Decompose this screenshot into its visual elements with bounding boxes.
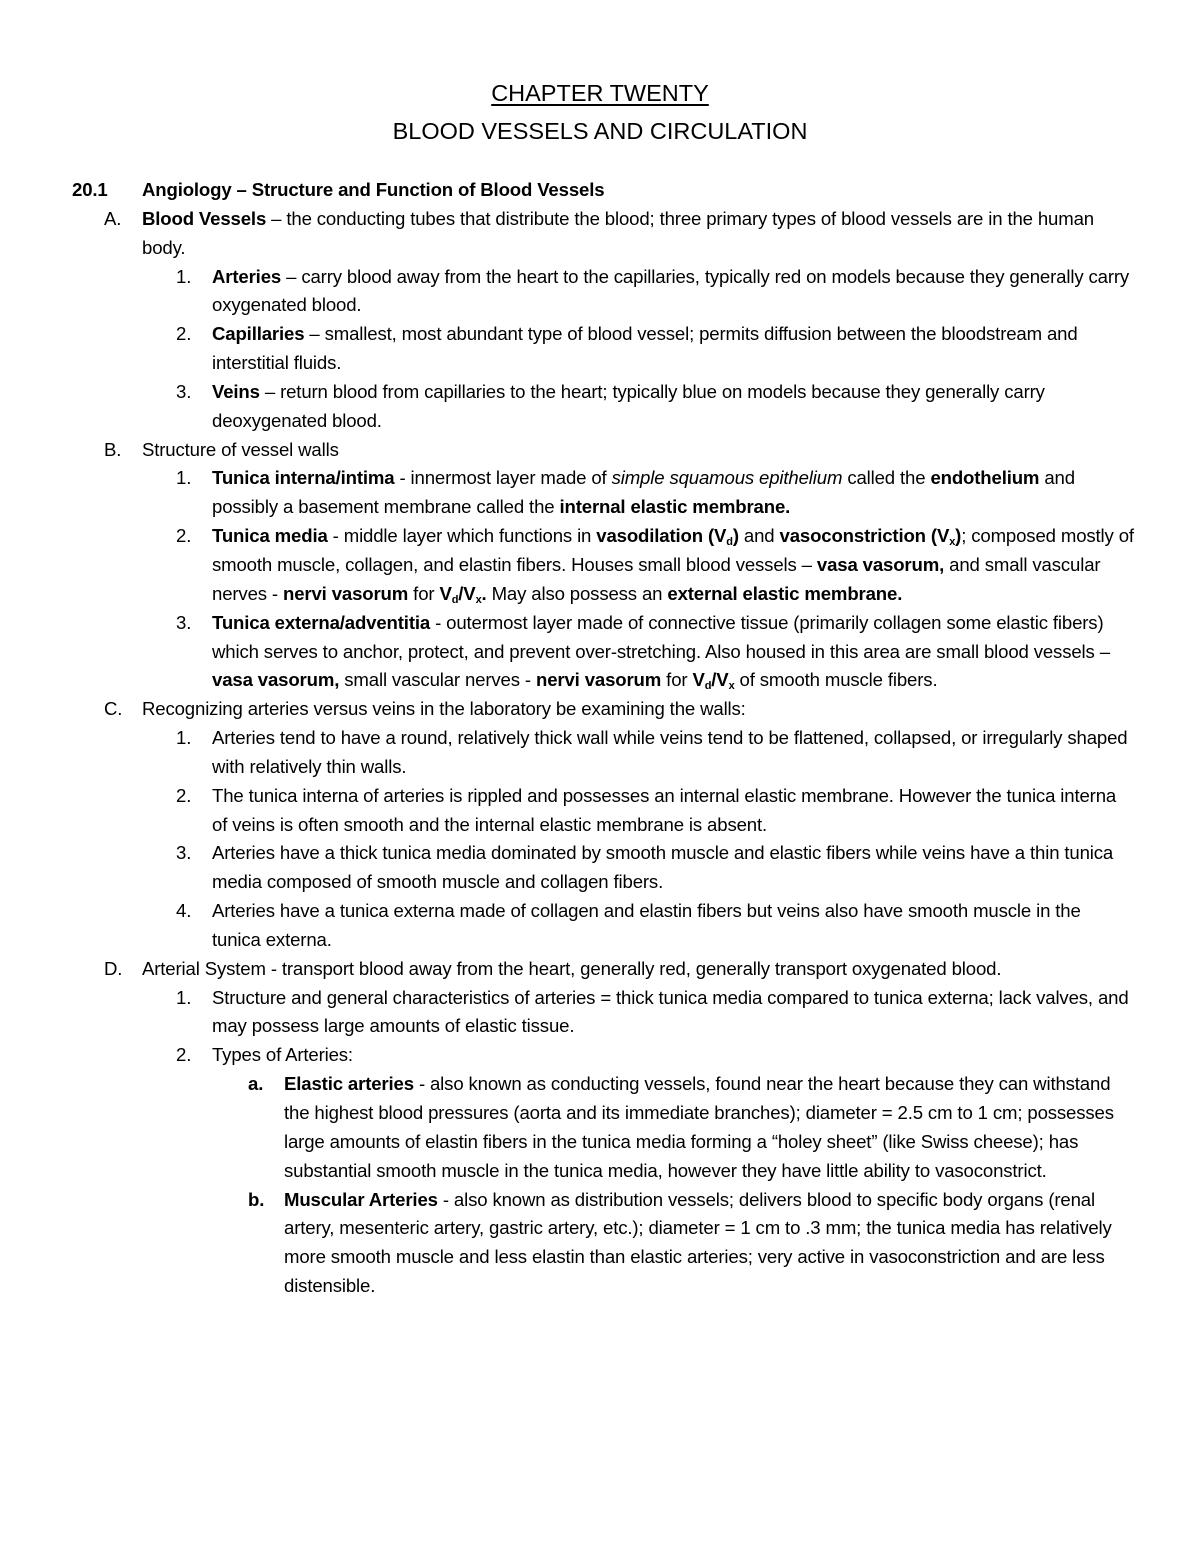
- list-marker: 2.: [176, 1044, 192, 1066]
- definition: – smallest, most abundant type of blood vessel; permits diffusion between the bloodstream and interstitial fluids.: [212, 323, 1078, 374]
- list-marker: 1.: [176, 986, 192, 1008]
- definition: – carry blood away from the heart to the capillaries, typically red on models because they generally carry oxygenated blood.: [212, 265, 1130, 316]
- term: Elastic arteries: [284, 1073, 414, 1095]
- list-text: Structure and general characteristics of arteries = thick tunica media compared to tunica externa; lack valves, and may possess large amounts of elastic tissue.: [212, 986, 1129, 1037]
- text-run: and small vascular nerves -: [212, 553, 1101, 604]
- bold-run: vasa vasorum,: [212, 669, 340, 691]
- bold-run-text: .: [481, 582, 487, 604]
- text-run: small vascular nerves -: [339, 669, 536, 691]
- outline-item-a: [0, 205, 1200, 263]
- section-number: 20.1: [72, 179, 108, 200]
- list-item: [0, 782, 1200, 840]
- outline-text: Arterial System - transport blood away from the heart, generally red, generally transport oxygenated blood.: [142, 957, 1002, 979]
- list-text: Arteries have a thick tunica media dominated by smooth muscle and elastic fibers while veins have a thin tunica media composed of smooth muscle and collagen fibers.: [212, 842, 1114, 893]
- subscript: x: [949, 536, 956, 549]
- term: Capillaries: [212, 323, 305, 345]
- list-marker: 2.: [176, 525, 192, 547]
- bold-run-text: vasodilation (V: [596, 525, 727, 547]
- list-marker: 1.: [176, 727, 192, 749]
- list-item: [0, 984, 1200, 1042]
- term: Muscular Arteries: [284, 1188, 438, 1210]
- outline-marker: A.: [104, 207, 122, 229]
- text-run: for: [408, 582, 440, 604]
- outline-marker: C.: [104, 698, 123, 720]
- list-item: [0, 320, 1200, 378]
- text-run: of smooth muscle fibers.: [734, 669, 938, 691]
- chapter-title: BLOOD VESSELS AND CIRCULATION: [392, 118, 808, 144]
- bold-run: endothelium: [930, 467, 1040, 489]
- list-marker: b.: [248, 1188, 265, 1210]
- definition: – the conducting tubes that distribute the blood; three primary types of blood vessels are in the human body.: [142, 207, 1094, 258]
- outline-marker: B.: [104, 438, 122, 460]
- list-marker: 2.: [176, 784, 192, 806]
- term: Veins: [212, 380, 260, 402]
- text-run: - innermost layer made of: [394, 467, 612, 489]
- text-run: called the: [842, 467, 931, 489]
- definition: - also known as distribution vessels; delivers blood to specific body organs (renal artery, mesenteric artery, gastric artery, etc.); diameter = 1 cm to .3 mm; the tunica media has relatively more smooth muscle and less elastin than elastic arteries; very active in vasoconstriction and are less distensible.: [284, 1188, 1112, 1297]
- list-item: [0, 839, 1200, 897]
- bold-run-text: /V: [711, 669, 729, 691]
- bold-run: vasa vasorum,: [816, 553, 945, 575]
- subscript: d: [451, 593, 459, 606]
- text-run: - outermost layer made of connective tissue (primarily collagen some elastic fibers) which serves to anchor, protect, and prevent over-stretching. Also housed in this area are small blood vessels –: [212, 611, 1110, 662]
- bold-run: [692, 669, 735, 693]
- outline-item-b: [0, 436, 1200, 465]
- list-marker: 4.: [176, 900, 192, 922]
- text-run: - middle layer which functions in: [327, 525, 597, 547]
- list-text: The tunica interna of arteries is rippled and possesses an internal elastic membrane. However the tunica interna of veins is often smooth and the internal elastic membrane is absent.: [212, 784, 1117, 835]
- list-item: [0, 263, 1200, 321]
- bold-run: [439, 583, 486, 604]
- bold-run: internal elastic membrane.: [559, 496, 791, 518]
- bold-run-text: V: [692, 669, 705, 691]
- sub-list-item: [0, 1186, 1200, 1301]
- list-marker: 3.: [176, 842, 192, 864]
- bold-run: nervi vasorum: [535, 669, 662, 691]
- definition: – return blood from capillaries to the heart; typically blue on models because they generally carry deoxygenated blood.: [212, 380, 1045, 431]
- outline-item-c: [0, 695, 1200, 724]
- text-run: May also possess an: [486, 582, 668, 604]
- list-item: [0, 1041, 1200, 1070]
- bold-run-text: ): [732, 525, 739, 547]
- list-marker: 2.: [176, 323, 192, 345]
- document-body: [0, 176, 1200, 1301]
- list-item: [0, 464, 1200, 522]
- term: Tunica externa/adventitia: [212, 611, 431, 633]
- outline-marker: D.: [104, 957, 123, 979]
- bold-run: [779, 525, 962, 549]
- sub-list-item: [0, 1070, 1200, 1185]
- subscript: x: [728, 680, 735, 693]
- list-item: [0, 724, 1200, 782]
- list-marker: 3.: [176, 380, 192, 402]
- list-item: [0, 609, 1200, 696]
- outline-text: Recognizing arteries versus veins in the laboratory be examining the walls:: [142, 698, 746, 720]
- italic-run: simple squamous epithelium: [611, 467, 843, 489]
- subscript: d: [726, 536, 733, 549]
- list-marker: 1.: [176, 467, 192, 489]
- bold-run: nervi vasorum: [282, 582, 409, 604]
- text-run: for: [661, 669, 693, 691]
- outline-text: Structure of vessel walls: [142, 438, 339, 460]
- subscript: d: [704, 680, 712, 693]
- list-text: Arteries have a tunica externa made of collagen and elastin fibers but veins also have smooth muscle in the tunica externa.: [212, 900, 1081, 950]
- text-run: and possibly a basement membrane called the: [212, 467, 1075, 518]
- bold-run-text: V: [439, 582, 452, 604]
- list-marker: a.: [248, 1073, 264, 1095]
- section-heading: [0, 176, 1200, 205]
- subscript: x: [475, 593, 482, 606]
- term: Tunica interna/intima: [212, 467, 395, 489]
- list-item: [0, 522, 1200, 609]
- term: Tunica media: [212, 525, 328, 547]
- text-run: and: [738, 525, 780, 547]
- list-item: [0, 378, 1200, 436]
- bold-run: external elastic membrane.: [667, 582, 903, 604]
- definition: - also known as conducting vessels, found near the heart because they can withstand the highest blood pressures (aorta and its immediate branches); diameter = 2.5 cm to 1 cm; possesses large amounts of elastin fibers in the tunica media forming a “holey sheet” (like Swiss cheese); has substantial smooth muscle in the tunica media, however they have little ability to vasoconstrict.: [284, 1073, 1114, 1181]
- list-marker: 1.: [176, 265, 192, 287]
- term: Blood Vessels: [142, 207, 267, 229]
- list-marker: 3.: [176, 611, 192, 633]
- bold-run-text: /V: [458, 582, 476, 604]
- bold-run-text: vasoconstriction (V: [779, 525, 950, 547]
- bold-run-text: ): [955, 525, 962, 547]
- list-text: Arteries tend to have a round, relatively thick wall while veins tend to be flattened, collapsed, or irregularly shaped with relatively thin walls.: [212, 727, 1128, 777]
- list-text: Types of Arteries:: [212, 1044, 353, 1066]
- chapter-heading: CHAPTER TWENTY: [491, 80, 709, 106]
- text-run: ; composed mostly of smooth muscle, collagen, and elastin fibers. Houses small blood vessels –: [212, 525, 1134, 575]
- section-title: Angiology – Structure and Function of Blood Vessels: [142, 179, 605, 200]
- list-item: [0, 897, 1200, 955]
- outline-item-d: [0, 955, 1200, 984]
- term: Arteries: [212, 265, 282, 287]
- bold-run: [596, 525, 739, 549]
